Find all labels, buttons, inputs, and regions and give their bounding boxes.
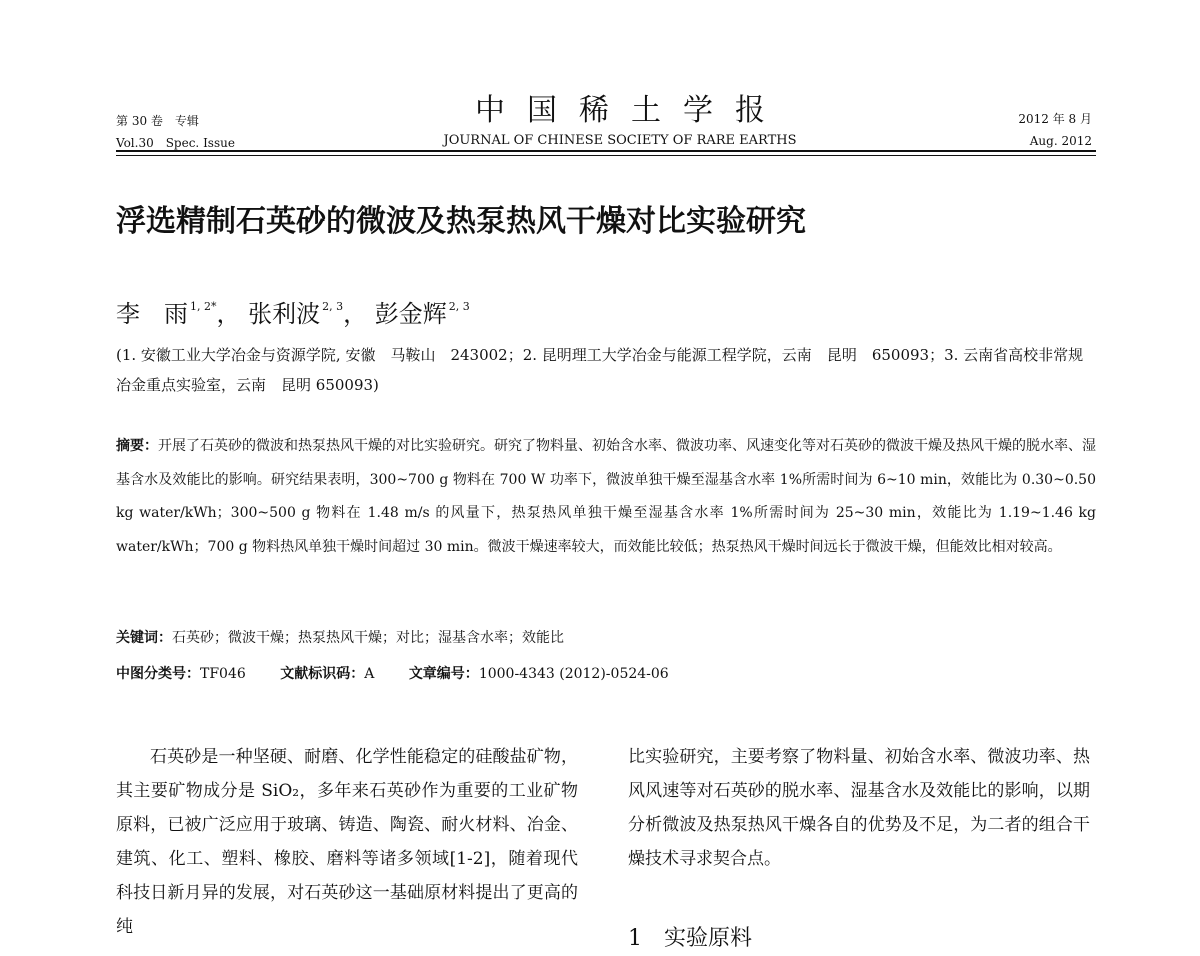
author-affiliation-mark: 1, 2*	[190, 300, 217, 313]
abstract-text: 开展了石英砂的微波和热泵热风干燥的对比实验研究。研究了物料量、初始含水率、微波功率、风速变化等对石英砂的微波干燥及热风干燥的脱水率、湿基含水及效能比的影响。研究结果表明，300~700 g 物料在 700 W 功率下，微波单独干燥至湿基含水率 1%所需时间为 6~10 min，效能比为 0.30~0.50 kg water/kWh；300~500 g 物料在 1.48 m/s 的风量下，热泵热风单独干燥至湿基含水率 1%所需时间为 25~30 min，效能比为 1.19~1.46 kg water/kWh；700 g 物料热风单独干燥时间超过 30 min。微波干燥速率较大，而效能比较低；热泵热风干燥时间远长于微波干燥，但能效比相对较高。	[116, 438, 1096, 555]
clc-label: 中图分类号：	[116, 666, 200, 682]
paper-title: 浮选精制石英砂的微波及热泵热风干燥对比实验研究	[116, 204, 806, 239]
section-heading: 1 实验原料	[628, 926, 752, 951]
body-right-column	[628, 740, 1090, 876]
clc-value: TF046	[200, 666, 246, 682]
doc-code-label: 文献标识码：	[280, 666, 365, 682]
article-number-label: 文章编号：	[408, 666, 479, 682]
article-number-value: 1000-4343 (2012)-0524-06	[478, 666, 669, 682]
journal-title-cn: 中国稀土学报	[475, 93, 787, 128]
volume-en: Vol.30 Spec. Issue	[116, 136, 235, 150]
body-paragraph: 比实验研究，主要考察了物料量、初始含水率、微波功率、热风风速等对石英砂的脱水率、湿基含水及效能比的影响，以期分析微波及热泵热风干燥各自的优势及不足，为二者的组合干燥技术寻求契合点。	[628, 747, 1090, 869]
affiliations: (1. 安徽工业大学冶金与资源学院, 安徽 马鞍山 243002；2. 昆明理工大学冶金与能源工程学院，云南 昆明 650093；3. 云南省高校非常规冶金重点实验室，云南 昆明 650093)	[116, 346, 1084, 394]
author-list	[116, 290, 470, 331]
abstract-label: 摘要：	[116, 438, 158, 454]
author-name: 张利波	[248, 300, 321, 328]
keywords	[116, 624, 1096, 652]
header-volume	[116, 110, 235, 154]
date-cn: 2012 年 8 月	[1018, 112, 1092, 126]
classification-line	[116, 660, 1096, 688]
header-rule-thin	[116, 155, 1096, 156]
keywords-label: 关键词：	[116, 630, 172, 646]
author-name: 李 雨	[116, 300, 188, 328]
body-paragraph: 石英砂是一种坚硬、耐磨、化学性能稳定的硅酸盐矿物，其主要矿物成分是 SiO₂，多年来石英砂作为重要的工业矿物原料，已被广泛应用于玻璃、铸造、陶瓷、耐火材料、冶金、建筑、化工、塑料、橡胶、磨料等诸多领域[1-2]，随着现代科技日新月异的发展，对石英砂这一基础原材料提出了更高的纯	[116, 747, 578, 937]
author-separator: ，	[343, 300, 368, 328]
volume-cn: 第 30 卷 专辑	[116, 114, 199, 128]
header-date	[1018, 108, 1092, 152]
journal-title-en: JOURNAL OF CHINESE SOCIETY OF RARE EARTHS	[443, 133, 797, 148]
author-affiliation-mark: 2, 3	[322, 300, 344, 313]
author-separator: ，	[216, 300, 241, 328]
date-en: Aug. 2012	[1029, 134, 1092, 148]
author-affiliation-mark: 2, 3	[448, 300, 470, 313]
keywords-text: 石英砂；微波干燥；热泵热风干燥；对比；湿基含水率；效能比	[172, 630, 564, 646]
author-name: 彭金辉	[374, 300, 447, 328]
doc-code-value: A	[364, 666, 375, 682]
body-left-column	[116, 740, 578, 944]
header-rule-thick	[116, 150, 1096, 152]
header-journal	[420, 92, 820, 150]
abstract	[116, 430, 1096, 564]
